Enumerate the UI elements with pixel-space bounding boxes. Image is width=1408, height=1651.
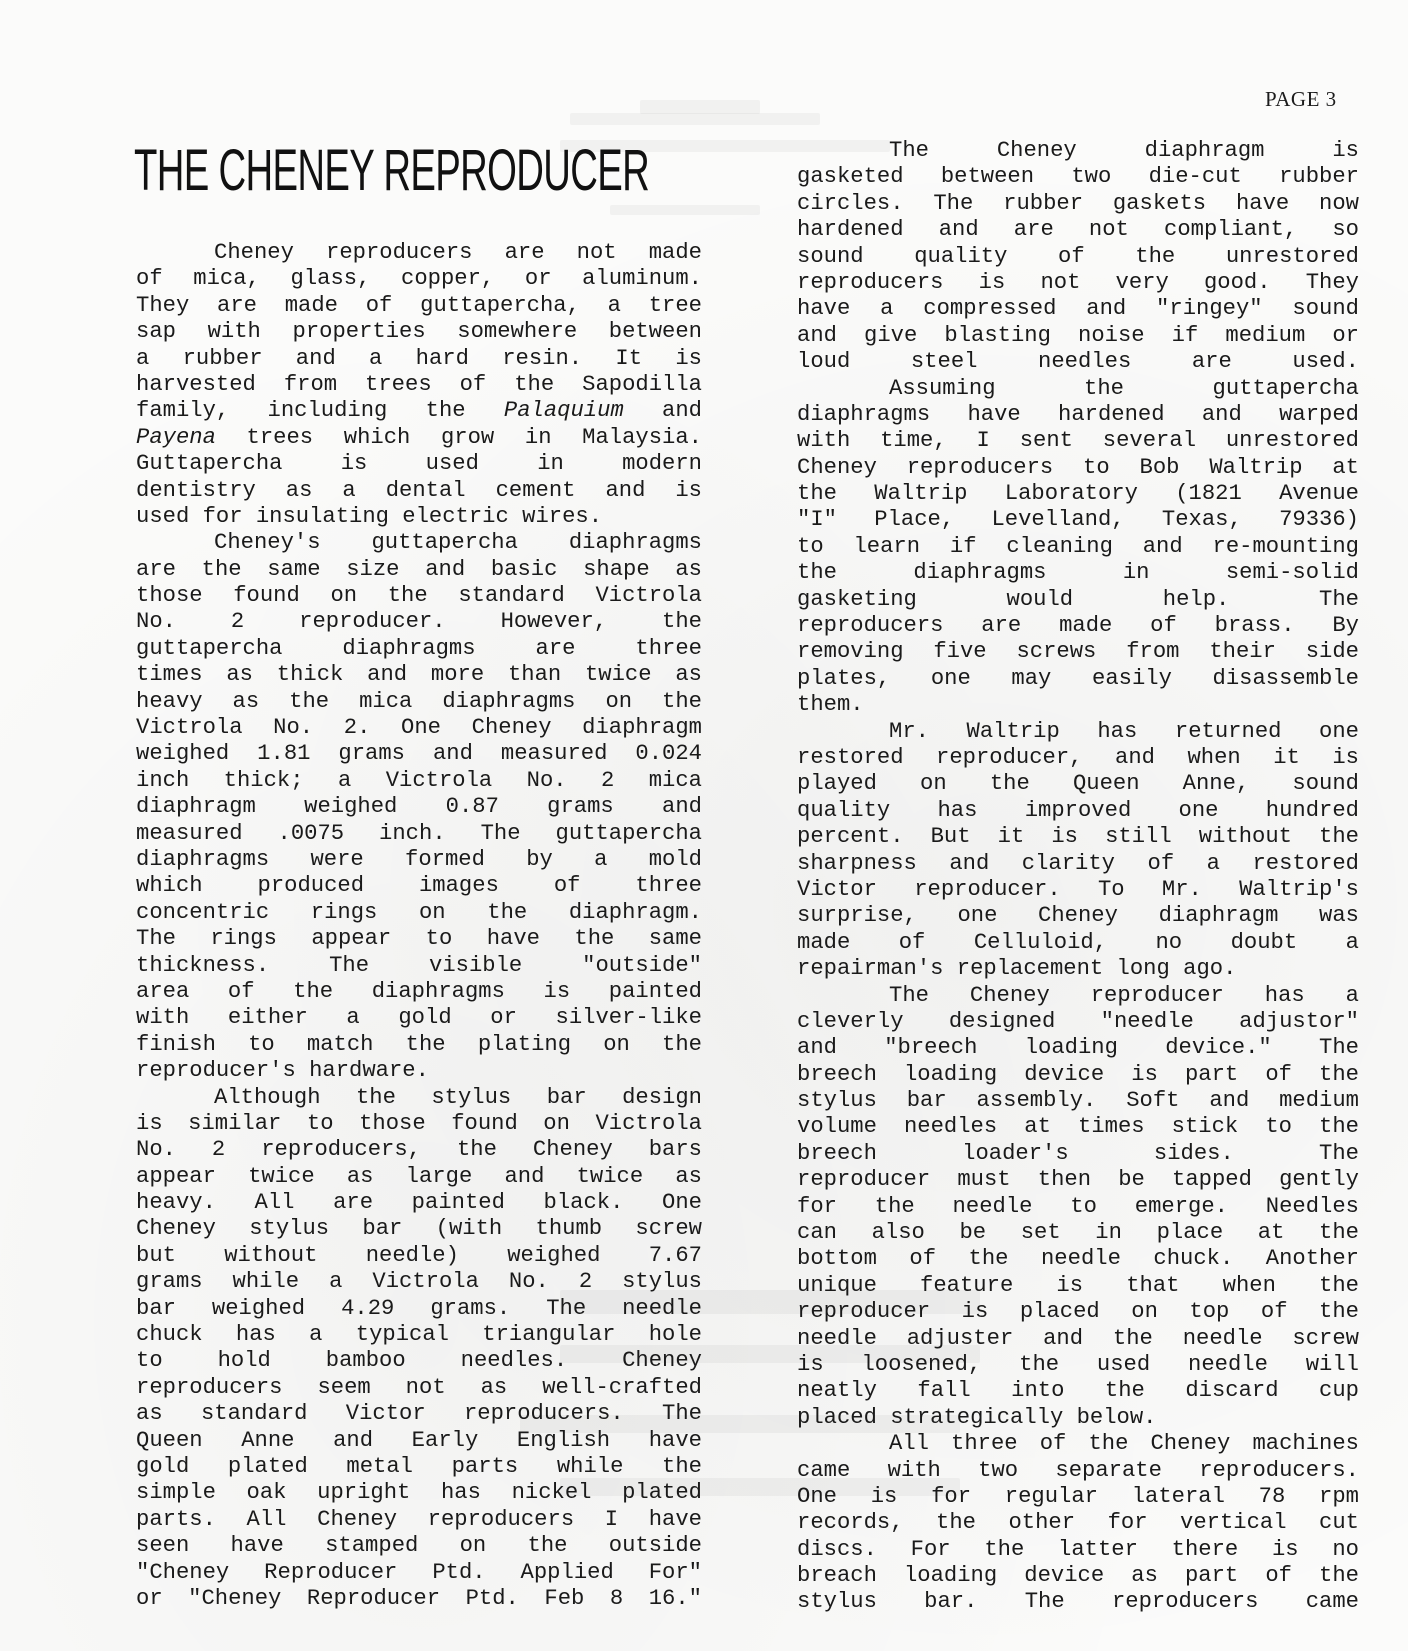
text-line: bar weighed 4.29 grams. The needle xyxy=(136,1295,702,1321)
text-line: times as thick and more than twice as xyxy=(136,662,702,688)
text-line: gold plated metal parts while the xyxy=(136,1453,702,1479)
italic-term: Payena xyxy=(136,424,216,450)
text-line: can also be set in place at the xyxy=(797,1220,1359,1246)
text-line: harvested from trees of the Sapodilla xyxy=(136,371,702,397)
text-line: to hold bamboo needles. Cheney xyxy=(136,1348,702,1374)
text-line: parts. All Cheney reproducers I have xyxy=(136,1506,702,1532)
text-line: family, including the Palaquium and xyxy=(136,398,702,424)
text-line: used for insulating electric wires. xyxy=(136,503,603,529)
text-line: needle adjuster and the needle screw xyxy=(797,1325,1359,1351)
text-line: No. 2 reproducer. However, the xyxy=(136,609,702,635)
text-line: and "breech loading device." The xyxy=(797,1035,1359,1061)
text-line: plates, one may easily disassemble xyxy=(797,665,1359,691)
text-line: gasketing would help. The xyxy=(797,586,1359,612)
text-line: reproducers seem not as well-crafted xyxy=(136,1374,702,1400)
text-line: reproducer's hardware. xyxy=(136,1058,429,1084)
text-line: cleverly designed "needle adjustor" xyxy=(797,1008,1359,1034)
text-line: is similar to those found on Victrola xyxy=(136,1110,702,1136)
text-line: simple oak upright has nickel plated xyxy=(136,1480,702,1506)
text-line: breach loading device as part of the xyxy=(797,1563,1359,1589)
text-line: a rubber and a hard resin. It is xyxy=(136,345,702,371)
text-line: neatly fall into the discard cup xyxy=(797,1378,1359,1404)
text-line: Victor reproducer. To Mr. Waltrip's xyxy=(797,876,1359,902)
text-line: The Cheney reproducer has a xyxy=(889,982,1359,1008)
text-line: circles. The rubber gaskets have now xyxy=(797,190,1359,216)
show-through-artifact xyxy=(640,100,760,114)
text-line: thickness. The visible "outside" xyxy=(136,952,702,978)
article-column-left xyxy=(136,240,702,1612)
text-line: restored reproducer, and when it is xyxy=(797,744,1359,770)
text-line: guttapercha diaphragms are three xyxy=(136,635,702,661)
text-line: Victrola No. 2. One Cheney diaphragm xyxy=(136,715,702,741)
text-line: played on the Queen Anne, sound xyxy=(797,771,1359,797)
text-line: diaphragms have hardened and warped xyxy=(797,401,1359,427)
text-line: records, the other for vertical cut xyxy=(797,1510,1359,1536)
text-line: reproducer is placed on top of the xyxy=(797,1299,1359,1325)
text-line: appear twice as large and twice as xyxy=(136,1163,702,1189)
text-line: them. xyxy=(797,692,864,718)
text-line: seen have stamped on the outside xyxy=(136,1533,702,1559)
text-line: heavy as the mica diaphragms on the xyxy=(136,688,702,714)
text-line: The Cheney diaphragm is xyxy=(889,138,1359,163)
text-line: discs. For the latter there is no xyxy=(797,1536,1359,1562)
text-line: weighed 1.81 grams and measured 0.024 xyxy=(136,741,702,767)
text-line: as standard Victor reproducers. The xyxy=(136,1401,702,1427)
text-line: but without needle) weighed 7.67 xyxy=(136,1242,702,1268)
text-line: loud steel needles are used. xyxy=(797,349,1359,375)
text-line: reproducer must then be tapped gently xyxy=(797,1167,1359,1193)
text-line: reproducers is not very good. They xyxy=(797,269,1359,295)
text-line: diaphragms were formed by a mold xyxy=(136,846,702,872)
text-line: Cheney reproducers to Bob Waltrip at xyxy=(797,454,1359,480)
text-line: or "Cheney Reproducer Ptd. Feb 8 16." xyxy=(136,1585,702,1611)
text-line: dentistry as a dental cement and is xyxy=(136,477,702,503)
text-line: to learn if cleaning and re-mounting xyxy=(797,533,1359,559)
text-line: stylus bar assembly. Soft and medium xyxy=(797,1088,1359,1114)
article-title: THE CHENEY REPRODUCER xyxy=(134,138,650,203)
text-line: Although the stylus bar design xyxy=(214,1084,702,1110)
text-line: Cheney stylus bar (with thumb screw xyxy=(136,1216,702,1242)
text-line: "I" Place, Levelland, Texas, 79336) xyxy=(797,507,1359,533)
text-line: Mr. Waltrip has returned one xyxy=(889,718,1359,744)
text-line: No. 2 reproducers, the Cheney bars xyxy=(136,1137,702,1163)
italic-term: Palaquium xyxy=(503,398,624,424)
text-line: chuck has a typical triangular hole xyxy=(136,1322,702,1348)
text-line: the Waltrip Laboratory (1821 Avenue xyxy=(797,481,1359,507)
text-line: The rings appear to have the same xyxy=(136,926,702,952)
text-line: repairman's replacement long ago. xyxy=(797,956,1237,982)
text-line: with either a gold or silver-like xyxy=(136,1005,702,1031)
text-line: quality has improved one hundred xyxy=(797,797,1359,823)
text-line: sharpness and clarity of a restored xyxy=(797,850,1359,876)
text-line: reproducers are made of brass. By xyxy=(797,613,1359,639)
text-line: removing five screws from their side xyxy=(797,639,1359,665)
text-line: Cheney's guttapercha diaphragms xyxy=(214,530,702,556)
text-line: Queen Anne and Early English have xyxy=(136,1427,702,1453)
text-line: the diaphragms in semi-solid xyxy=(797,560,1359,586)
text-line: volume needles at times stick to the xyxy=(797,1114,1359,1140)
text-line: surprise, one Cheney diaphragm was xyxy=(797,903,1359,929)
text-line: measured .0075 inch. The guttapercha xyxy=(136,820,702,846)
text-line: Assuming the guttapercha xyxy=(889,375,1359,401)
text-line: with time, I sent several unrestored xyxy=(797,428,1359,454)
text-line: Cheney reproducers are not made xyxy=(214,240,702,265)
text-line: and give blasting noise if medium or xyxy=(797,322,1359,348)
text-line: have a compressed and "ringey" sound xyxy=(797,296,1359,322)
text-line: area of the diaphragms is painted xyxy=(136,978,702,1004)
text-line: concentric rings on the diaphragm. xyxy=(136,899,702,925)
text-line: All three of the Cheney machines xyxy=(889,1431,1359,1457)
text-line: inch thick; a Victrola No. 2 mica xyxy=(136,767,702,793)
text-line: stylus bar. The reproducers came xyxy=(797,1589,1359,1615)
text-line: Guttapercha is used in modern xyxy=(136,451,702,477)
show-through-artifact xyxy=(570,113,820,125)
text-line: percent. But it is still without the xyxy=(797,824,1359,850)
text-line: One is for regular lateral 78 rpm xyxy=(797,1483,1359,1509)
text-line: hardened and are not compliant, so xyxy=(797,217,1359,243)
text-line: Payena trees which grow in Malaysia. xyxy=(136,424,702,450)
text-line: which produced images of three xyxy=(136,873,702,899)
text-line: of mica, glass, copper, or aluminum. xyxy=(136,266,702,292)
text-line: sap with properties somewhere between xyxy=(136,319,702,345)
text-line: came with two separate reproducers. xyxy=(797,1457,1359,1483)
text-line: breech loader's sides. The xyxy=(797,1140,1359,1166)
text-line: They are made of guttapercha, a tree xyxy=(136,292,702,318)
text-line: unique feature is that when the xyxy=(797,1272,1359,1298)
text-line: gasketed between two die-cut rubber xyxy=(797,164,1359,190)
text-line: finish to match the plating on the xyxy=(136,1031,702,1057)
text-line: grams while a Victrola No. 2 stylus xyxy=(136,1269,702,1295)
page-number: PAGE 3 xyxy=(1265,87,1337,111)
text-line: placed strategically below. xyxy=(797,1404,1157,1430)
text-line: bottom of the needle chuck. Another xyxy=(797,1246,1359,1272)
text-line: diaphragm weighed 0.87 grams and xyxy=(136,794,702,820)
text-line: sound quality of the unrestored xyxy=(797,243,1359,269)
text-line: is loosened, the used needle will xyxy=(797,1351,1359,1377)
text-line: for the needle to emerge. Needles xyxy=(797,1193,1359,1219)
text-line: are the same size and basic shape as xyxy=(136,556,702,582)
text-line: heavy. All are painted black. One xyxy=(136,1190,702,1216)
text-line: made of Celluloid, no doubt a xyxy=(797,929,1359,955)
article-column-right xyxy=(797,138,1359,1616)
text-line: those found on the standard Victrola xyxy=(136,583,702,609)
text-line: "Cheney Reproducer Ptd. Applied For" xyxy=(136,1559,702,1585)
text-line: breech loading device is part of the xyxy=(797,1061,1359,1087)
show-through-artifact xyxy=(610,205,760,215)
